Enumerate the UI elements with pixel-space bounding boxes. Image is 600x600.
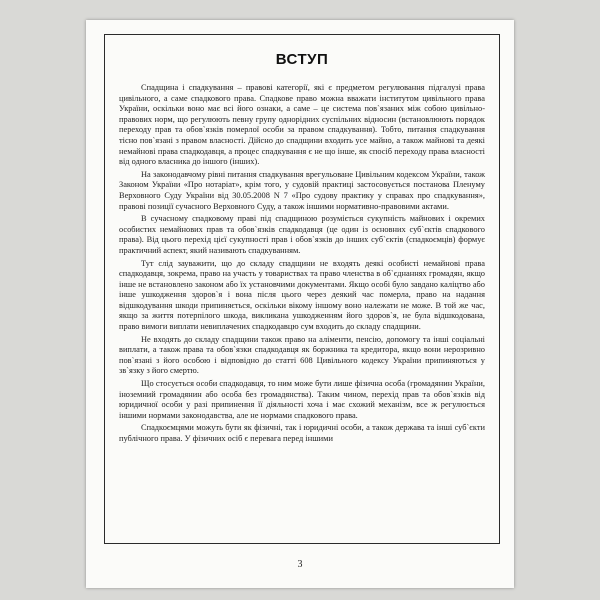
- paragraph: Спадщина і спадкування – правові категорії, які є предметом регулювання підгалузі права цивільного, а саме спадкового права. Спадкове право можна вважати інститутом цивільного права України, оскільки воно має всі його ознаки, а саме – це система пов`язаних між собою цивільно-правових норм, що регулюють певну групу однорідних суспільних відносин (встановлюють порядок переходу прав та обов`язків померлої особи за правом спадкування). Тобто, питання спадкування тісно пов`язані з правом власності. Дійсно до спадщини входить усе майно, а також майнові та деякі немайнові права спадкодавця, а процес спадкування є не що інше, як спосіб переходу права власності від одного власника до іншого (інших).: [119, 83, 485, 167]
- page-body: [119, 83, 485, 447]
- paragraph: Тут слід зауважити, що до складу спадщини не входять деякі особисті немайнові права спадкодавця, зокрема, право на участь у товариствах та право членства в об`єднаннях громадян, якщо інше не встановлено законом або їх установчими документами. Якщо особі було завдано каліцтво або інше ушкодження здоров`я і вона після цього через деякий час померла, право на надання відшкодування шкоди припиняється, оскільки вікому іншому воно належати не може. В той же час, якщо за життя потерпілого шкода, викликана ушкодженням його здоров`я, не була відшкодована, право вимоги виплати невиплачених спадкодавцю сум входить до складу спадщини.: [119, 258, 485, 332]
- page-title: ВСТУП: [275, 51, 329, 68]
- paragraph: В сучасному спадковому праві під спадщиною розуміється сукупність майнових і окремих особистих немайнових прав та обов`язків спадкодавця (це один із основних суб`єктів спадкового права). Від цього перехід цієї сукупності прав і обов`язків до інших суб`єктів (спадкоємців) формує практичний аспект, який називають спадкуванням.: [119, 214, 485, 255]
- document-page: [86, 20, 514, 588]
- paragraph: Не входять до складу спадщини також право на аліменти, пенсію, допомогу та інші соціальні виплати, а також права та обов`язки спадкодавця як боржника та кредитора, якщо вони нерозривно пов`язані з його особою і відповідно до статті 608 Цивільного кодексу України припиняються у зв`язку з його смертю.: [119, 334, 485, 376]
- paragraph: На законодавчому рівні питання спадкування врегульоване Цивільним кодексом України, також Законом України «Про нотаріат», крім того, у судовій практиці застосовується постанова Пленуму Верховного Суду України від 30.05.2008 N 7 «Про судову практику у справах про спадкування», правові позиції сучасного Верховного Суду, а також іншими нормативно-правовими актами.: [119, 169, 485, 211]
- paragraph: Спадкоємцями можуть бути як фізичні, так і юридичні особи, а також держава та інші суб`єкти публічного права. У фізичних осіб є перевага перед іншими: [119, 423, 485, 443]
- paragraph: Що стосується особи спадкодавця, то ним може бути лише фізична особа (громадянин України, іноземний громадянин або особа без громадянства). Таким чином, перехід прав та обов`язків від юридичної особи у разі припинення її діяльності хоча і має схожий механізм, все ж регулюється іншими нормами законодавства, але не нормами спадкового права.: [119, 379, 485, 420]
- page-number: 3: [297, 559, 303, 570]
- page-border-frame: [104, 34, 500, 544]
